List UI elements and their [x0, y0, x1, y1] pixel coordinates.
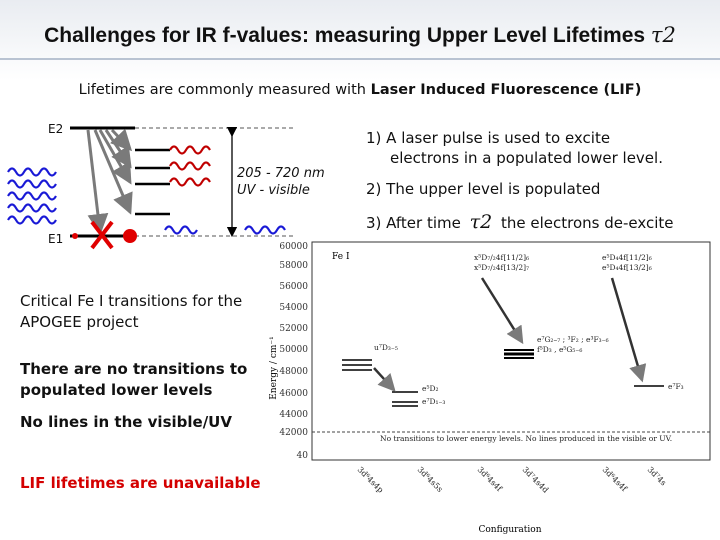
decay-arrow — [112, 130, 130, 149]
svg-text:50000: 50000 — [279, 345, 308, 355]
level-label: x⁵D₇/₂4f[13/2]₇ — [474, 263, 530, 272]
slide-title: Challenges for IR f-values: measuring Upper Level Lifetimes τ2 — [44, 23, 676, 47]
svg-text:3d⁶4s4f: 3d⁶4s4f — [475, 465, 504, 494]
electron-dot — [123, 229, 137, 243]
level-label: e⁵D₂ — [422, 384, 439, 393]
step-2: 2) The upper level is populated — [366, 180, 601, 198]
emission-waves — [170, 147, 210, 186]
x-axis-label: Configuration — [478, 525, 542, 535]
svg-text:48000: 48000 — [279, 367, 308, 377]
laser-waves — [8, 169, 56, 224]
svg-text:42000: 42000 — [279, 428, 308, 438]
svg-text:60000: 60000 — [279, 242, 308, 252]
svg-text:52000: 52000 — [279, 324, 308, 334]
tau-symbol: τ2 — [650, 23, 676, 47]
title-divider — [0, 58, 720, 60]
level-label: x⁵D₇/₂4f[11/2]₆ — [474, 253, 530, 262]
wavelength-range: 205 - 720 nm — [237, 166, 325, 181]
wavelength-region: UV - visible — [237, 183, 310, 198]
level-label: e⁷G₂–₇ ; ³F₂ ; e³F₃₋₆ — [537, 335, 609, 344]
svg-text:3d⁷4s: 3d⁷4s — [645, 465, 668, 488]
level-label: f⁵D₃ , e⁵G₅₋₆ — [537, 345, 583, 354]
lower-waves — [165, 227, 285, 234]
level-label: e⁷D₁₋₃ — [422, 397, 446, 406]
step-3: 3) After time τ2 the electrons de-excite — [366, 211, 674, 233]
critical-transitions-note: Critical Fe I transitions for the APOGEE project — [20, 292, 243, 331]
svg-text:3d⁶4s4p: 3d⁶4s4p — [355, 465, 386, 495]
svg-text:44000: 44000 — [279, 410, 308, 420]
unavailable-note: LIF lifetimes are unavailable — [20, 474, 261, 492]
y-tick-labels — [279, 242, 308, 461]
no-transitions-note: There are no transitions to populated lower levels — [20, 360, 248, 399]
level-label: u⁷D₃₋₅ — [374, 343, 398, 352]
svg-text:58000: 58000 — [279, 261, 308, 271]
fe-i-level-figure — [262, 238, 720, 538]
level-label: e⁷F₃ — [668, 382, 684, 391]
decay-arrow — [88, 130, 100, 232]
upper-level-label: E2 — [48, 122, 64, 136]
level-label: e⁵D₄4f[13/2]₆ — [602, 263, 652, 272]
svg-text:40: 40 — [296, 451, 308, 461]
svg-text:56000: 56000 — [279, 282, 308, 292]
no-lines-note: No lines in the visible/UV — [20, 413, 232, 431]
element-label: Fe I — [332, 252, 350, 262]
svg-text:46000: 46000 — [279, 389, 308, 399]
y-axis-label: Energy / cm⁻¹ — [269, 336, 279, 400]
figure-annotation: No transitions to lower energy levels. No lines produced in the visible or UV. — [380, 434, 673, 443]
step-1: 1) A laser pulse is used to excite electrons in a populated lower level. — [366, 129, 663, 167]
tau-symbol: τ2 — [469, 211, 493, 233]
lower-level-label: E1 — [48, 232, 64, 246]
x-config-labels — [356, 465, 668, 495]
electron-dot-small — [72, 233, 78, 239]
svg-text:3d⁶4s5s: 3d⁶4s5s — [415, 465, 445, 494]
svg-text:54000: 54000 — [279, 303, 308, 313]
svg-text:3d⁶4s4f: 3d⁶4s4f — [600, 465, 629, 494]
slide-subtitle: Lifetimes are commonly measured with Laser Induced Fluorescence (LIF) — [78, 82, 642, 98]
lif-emphasis: Laser Induced Fluorescence (LIF) — [370, 82, 642, 98]
svg-text:3d⁷4s4d: 3d⁷4s4d — [520, 465, 551, 495]
level-label: e⁵D₄4f[11/2]₆ — [602, 253, 652, 262]
